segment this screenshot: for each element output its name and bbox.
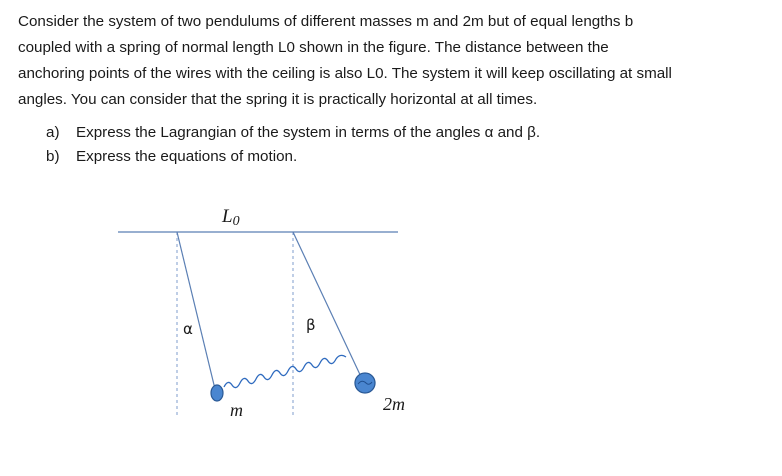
length-label-subscript: 0: [232, 214, 240, 229]
question-text-a: Express the Lagrangian of the system in terms of the angles α and β.: [76, 124, 541, 141]
length-label-main: L: [222, 206, 233, 227]
left-pendulum-wire: [177, 232, 215, 389]
mass-2m-label: 2m: [383, 394, 405, 414]
angle-alpha-label: α: [183, 320, 193, 338]
problem-line-4: angles. You can consider that the spring it is practically horizontal at all times.: [18, 91, 538, 108]
mass-2m-bob: [355, 373, 375, 393]
right-pendulum-wire: [293, 232, 363, 381]
mass-m-bob: [211, 385, 223, 401]
problem-line-1: Consider the system of two pendulums of different masses m and 2m but of equal lengths b: [18, 13, 634, 30]
question-marker-a: a): [46, 124, 60, 141]
length-label: [221, 206, 240, 229]
problem-line-3: anchoring points of the wires with the ceiling is also L0. The system it will keep oscillating at small: [18, 65, 672, 82]
mass-m-label: m: [230, 400, 243, 420]
coupling-spring: [224, 355, 346, 387]
question-text-b: Express the equations of motion.: [76, 148, 298, 165]
question-marker-b: b): [46, 148, 60, 165]
problem-line-2: coupled with a spring of normal length L0 shown in the figure. The distance between the: [18, 39, 609, 56]
angle-beta-label: β: [306, 316, 316, 334]
